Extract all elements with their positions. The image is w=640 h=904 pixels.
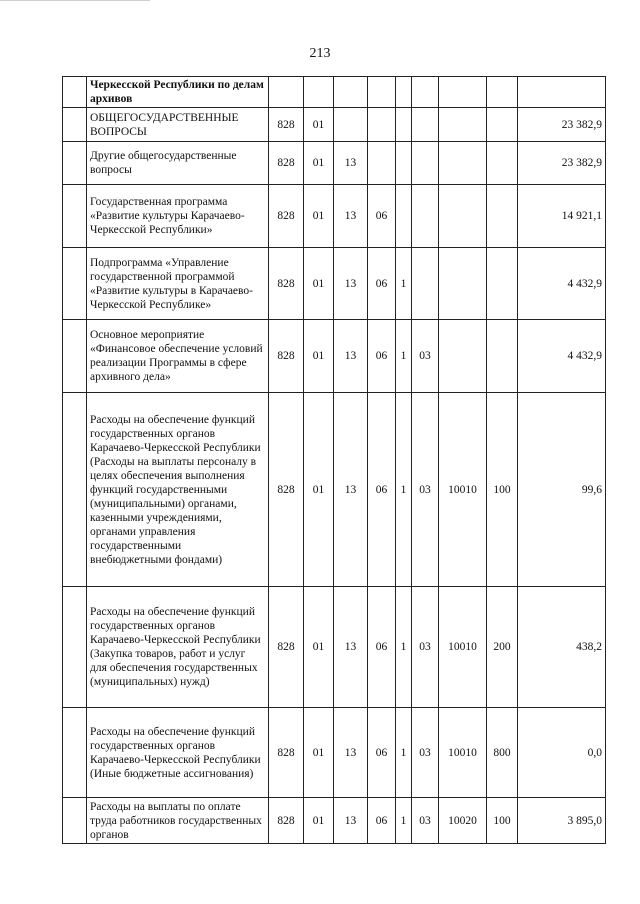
item-name: Основное мероприятие «Финансовое обеспечение условий реализации Программы в сфере архивного дела»	[87, 320, 269, 393]
table-row	[63, 185, 606, 248]
row-index-cell	[63, 393, 87, 587]
expense-type-code	[487, 77, 518, 108]
section-code: 01	[304, 320, 334, 393]
expense-type-code	[487, 248, 518, 320]
table-row	[63, 108, 606, 142]
program-code: 06	[368, 393, 396, 587]
amount: 23 382,9	[518, 108, 606, 142]
amount: 4 432,9	[518, 320, 606, 393]
subsection-code: 13	[334, 142, 368, 185]
activity-code: 03	[412, 393, 439, 587]
department-code: 828	[269, 185, 304, 248]
row-index-cell	[63, 185, 87, 248]
direction-code	[439, 108, 487, 142]
amount: 3 895,0	[518, 798, 606, 844]
table-row	[63, 587, 606, 708]
department-code: 828	[269, 798, 304, 844]
section-code: 01	[304, 108, 334, 142]
amount: 4 432,9	[518, 248, 606, 320]
item-name: Расходы на обеспечение функций государственных органов Карачаево-Черкесской Республики (Расходы на выплаты персоналу в целях обеспечения выполнения функций государственными (муниципальными) органами, казенными учреждениями, органами управления государственными внебюджетными фондами)	[87, 393, 269, 587]
department-code: 828	[269, 393, 304, 587]
subprogram-code: 1	[396, 320, 412, 393]
item-name: Расходы на выплаты по оплате труда работников государственных органов	[87, 798, 269, 844]
activity-code	[412, 142, 439, 185]
row-index-cell	[63, 108, 87, 142]
subprogram-code: 1	[396, 798, 412, 844]
expense-type-code: 800	[487, 708, 518, 798]
direction-code: 10010	[439, 393, 487, 587]
item-name: ОБЩЕГОСУДАРСТВЕННЫЕ ВОПРОСЫ	[87, 108, 269, 142]
direction-code: 10010	[439, 587, 487, 708]
row-index-cell	[63, 248, 87, 320]
table-row	[63, 248, 606, 320]
expense-type-code	[487, 108, 518, 142]
table-row	[63, 798, 606, 844]
item-name: Расходы на обеспечение функций государственных органов Карачаево-Черкесской Республики (Закупка товаров, работ и услуг для обеспечения государственных (муниципальных) нужд)	[87, 587, 269, 708]
subsection-code: 13	[334, 185, 368, 248]
expense-type-code	[487, 320, 518, 393]
subsection-code: 13	[334, 708, 368, 798]
table-row	[63, 142, 606, 185]
section-code: 01	[304, 393, 334, 587]
activity-code	[412, 108, 439, 142]
program-code	[368, 77, 396, 108]
subprogram-code: 1	[396, 708, 412, 798]
budget-table	[62, 76, 606, 844]
direction-code: 10010	[439, 708, 487, 798]
table-row	[63, 708, 606, 798]
department-code: 828	[269, 587, 304, 708]
direction-code	[439, 77, 487, 108]
subprogram-code: 1	[396, 587, 412, 708]
expense-type-code: 100	[487, 798, 518, 844]
expense-type-code	[487, 185, 518, 248]
department-code: 828	[269, 320, 304, 393]
expense-type-code	[487, 142, 518, 185]
page-number: 213	[309, 46, 331, 61]
activity-code: 03	[412, 320, 439, 393]
section-code: 01	[304, 708, 334, 798]
subprogram-code: 1	[396, 248, 412, 320]
row-index-cell	[63, 798, 87, 844]
table-body	[63, 77, 606, 844]
subsection-code	[334, 108, 368, 142]
subprogram-code	[396, 77, 412, 108]
table-row	[63, 77, 606, 108]
row-index-cell	[63, 320, 87, 393]
section-code: 01	[304, 142, 334, 185]
direction-code	[439, 142, 487, 185]
program-code: 06	[368, 587, 396, 708]
subsection-code: 13	[334, 798, 368, 844]
department-code: 828	[269, 108, 304, 142]
subsection-code: 13	[334, 393, 368, 587]
department-code: 828	[269, 708, 304, 798]
direction-code	[439, 185, 487, 248]
amount: 23 382,9	[518, 142, 606, 185]
section-code: 01	[304, 248, 334, 320]
direction-code	[439, 320, 487, 393]
department-code: 828	[269, 248, 304, 320]
subprogram-code	[396, 142, 412, 185]
expense-type-code: 100	[487, 393, 518, 587]
amount: 0,0	[518, 708, 606, 798]
activity-code	[412, 185, 439, 248]
activity-code: 03	[412, 587, 439, 708]
subprogram-code	[396, 108, 412, 142]
item-name: Подпрограмма «Управление государственной программой «Развитие культуры в Карачаево-Черкесской Республике»	[87, 248, 269, 320]
item-name: Черкесской Республики по делам архивов	[87, 77, 269, 108]
subprogram-code	[396, 185, 412, 248]
program-code	[368, 108, 396, 142]
subsection-code: 13	[334, 587, 368, 708]
amount: 438,2	[518, 587, 606, 708]
direction-code	[439, 248, 487, 320]
program-code: 06	[368, 798, 396, 844]
department-code	[269, 77, 304, 108]
row-index-cell	[63, 77, 87, 108]
subprogram-code: 1	[396, 393, 412, 587]
section-code: 01	[304, 185, 334, 248]
subsection-code	[334, 77, 368, 108]
section-code: 01	[304, 798, 334, 844]
item-name: Другие общегосударственные вопросы	[87, 142, 269, 185]
amount	[518, 77, 606, 108]
row-index-cell	[63, 587, 87, 708]
amount: 14 921,1	[518, 185, 606, 248]
item-name: Государственная программа «Развитие культуры Карачаево-Черкесской Республики»	[87, 185, 269, 248]
expense-type-code: 200	[487, 587, 518, 708]
program-code: 06	[368, 320, 396, 393]
activity-code	[412, 248, 439, 320]
program-code: 06	[368, 708, 396, 798]
table-row	[63, 393, 606, 587]
department-code: 828	[269, 142, 304, 185]
amount: 99,6	[518, 393, 606, 587]
activity-code: 03	[412, 708, 439, 798]
program-code: 06	[368, 248, 396, 320]
activity-code: 03	[412, 798, 439, 844]
scan-edge-mark	[0, 0, 150, 1]
row-index-cell	[63, 142, 87, 185]
program-code: 06	[368, 185, 396, 248]
row-index-cell	[63, 708, 87, 798]
section-code: 01	[304, 587, 334, 708]
subsection-code: 13	[334, 248, 368, 320]
table-row	[63, 320, 606, 393]
item-name: Расходы на обеспечение функций государственных органов Карачаево-Черкесской Республики (Иные бюджетные ассигнования)	[87, 708, 269, 798]
activity-code	[412, 77, 439, 108]
section-code	[304, 77, 334, 108]
subsection-code: 13	[334, 320, 368, 393]
direction-code: 10020	[439, 798, 487, 844]
program-code	[368, 142, 396, 185]
